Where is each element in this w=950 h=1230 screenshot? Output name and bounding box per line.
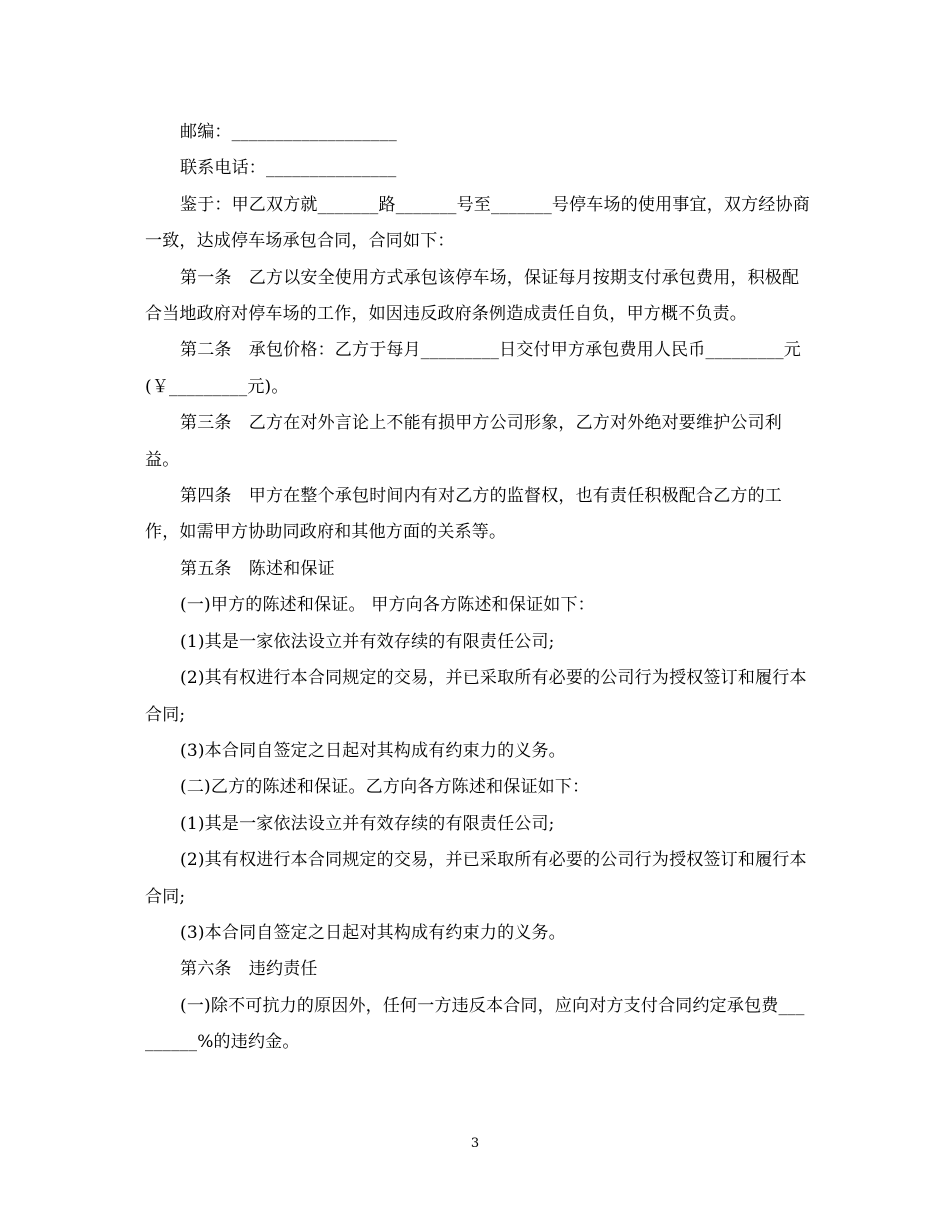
article-1-paragraph: 第一条 乙方以安全使用方式承包该停车场，保证每月按期支付承包费用，积极配合当地政府对停车场的工作，如因违反政府条例造成责任自负，甲方概不负责。 — [145, 267, 800, 325]
phone-line: 联系电话：_______________ — [180, 158, 397, 179]
preamble-paragraph: 鉴于：甲乙双方就_______路_______号至_______号停车场的使用事宜，双方经协商一致，达成停车场承包合同，合同如下： — [145, 194, 810, 252]
article-3-paragraph: 第三条 乙方在对外言论上不能有损甲方公司形象，乙方对外绝对要维护公司利益。 — [145, 413, 782, 470]
contract-body — [145, 114, 810, 1061]
party-a-clause-2: (2)其有权进行本合同规定的交易，并已采取所有必要的公司行为授权签订和履行本合同; — [145, 668, 807, 725]
party-b-representations-heading: (二)乙方的陈述和保证。乙方向各方陈述和保证如下： — [180, 777, 590, 798]
party-a-representations-heading: (一)甲方的陈述和保证。 甲方向各方陈述和保证如下： — [180, 595, 595, 616]
party-a-clause-1: (1)其是一家依法设立并有效存续的有限责任公司; — [180, 631, 555, 652]
party-b-clause-1: (1)其是一家依法设立并有效存续的有限责任公司; — [180, 813, 555, 834]
breach-clause-1: (一)除不可抗力的原因外，任何一方违反本合同，应向对方支付合同约定承包费_________%的违约金。 — [145, 995, 805, 1053]
article-6-heading: 第六条 违约责任 — [180, 959, 318, 980]
article-4-paragraph: 第四条 甲方在整个承包时间内有对乙方的监督权，也有责任积极配合乙方的工作，如需甲方协助同政府和其他方面的关系等。 — [145, 486, 782, 543]
page-number: 3 — [470, 1136, 480, 1151]
party-a-clause-3: (3)本合同自签定之日起对其构成有约束力的义务。 — [180, 740, 566, 761]
party-b-clause-3: (3)本合同自签定之日起对其构成有约束力的义务。 — [180, 922, 566, 943]
postal-code-line: 邮编：___________________ — [180, 122, 397, 142]
article-5-heading: 第五条 陈述和保证 — [180, 558, 335, 579]
article-2-paragraph: 第二条 承包价格：乙方于每月_________日交付甲方承包费用人民币_________元(￥_________元)。 — [145, 340, 801, 397]
party-b-clause-2: (2)其有权进行本合同规定的交易，并已采取所有必要的公司行为授权签订和履行本合同; — [145, 850, 807, 907]
